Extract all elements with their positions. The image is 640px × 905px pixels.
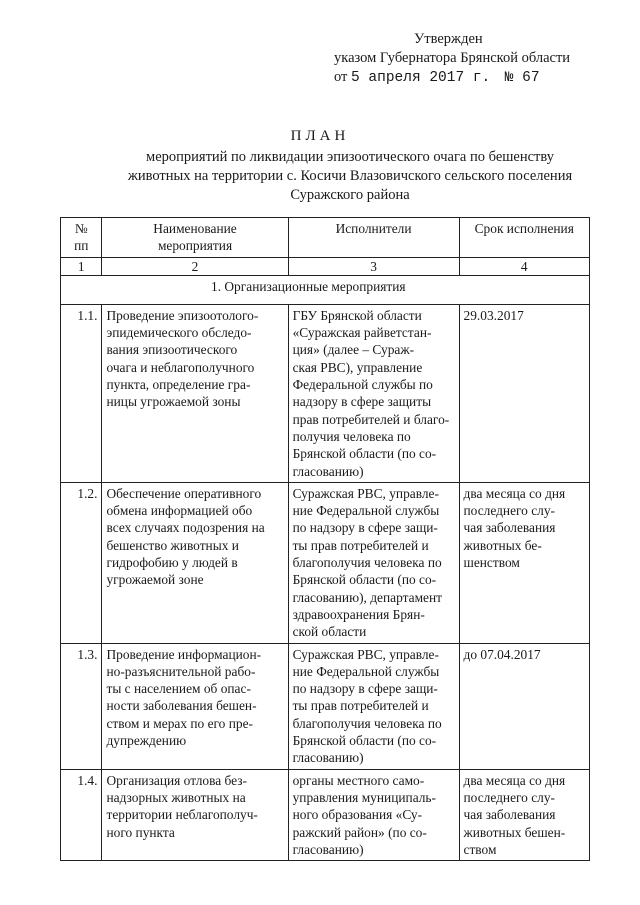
document-title: ПЛАН (290, 128, 350, 144)
row-executors: ГБУ Брянской области «Суражская райветстан- ция» (далее – Сураж- ская РВС), управление Федеральной службы по надзору в сфере защиты прав потребителей и благо- получия человека по Брянской области (по со- гласованию) (288, 304, 459, 482)
header-number: № пп (61, 218, 102, 258)
row-term: два месяца со дня последнего слу- чая заболевания животных бешен- ством (459, 769, 589, 860)
column-number: 2 (102, 257, 288, 275)
plan-table (60, 217, 590, 861)
row-term: до 07.04.2017 (459, 643, 589, 769)
row-executors: Суражская РВС, управле- ние Федеральной службы по надзору в сфере защи- ты прав потребителей и благополучия человека по Брянской области (по со- гласованию), департамент здравоохранения Брян- ской области (288, 482, 459, 643)
section-row (61, 275, 590, 304)
row-name: Организация отлова без- надзорных животных на территории неблагополуч- ного пункта (102, 769, 288, 860)
header-name: Наименование мероприятия (102, 218, 288, 258)
row-name: Обеспечение оперативного обмена информацией обо всех случаях подозрения на бешенство животных и гидрофобию у людей в угрожаемой зоне (102, 482, 288, 643)
row-number: 1.1. (61, 304, 102, 482)
table-row (61, 643, 590, 769)
header-term: Срок исполнения (459, 218, 589, 258)
table-header-row (61, 218, 590, 258)
approval-title: Утвержден (414, 31, 483, 47)
column-number: 3 (288, 257, 459, 275)
row-number: 1.3. (61, 643, 102, 769)
header-executors: Исполнители (288, 218, 459, 258)
section-title: 1. Организационные мероприятия (61, 275, 590, 304)
row-name: Проведение эпизоотолого- эпидемического обследо- вания эпизоотического очага и неблагополучного пункта, определение гра- ницы угрожаемой зоны (102, 304, 288, 482)
approval-decree: указом Губернатора Брянской области (334, 50, 571, 66)
row-term: два месяца со дня последнего слу- чая заболевания животных бе- шенством (459, 482, 589, 643)
row-executors: Суражская РВС, управле- ние Федеральной службы по надзору в сфере защи- ты прав потребителей и благополучия человека по Брянской области (по со- гласованию) (288, 643, 459, 769)
document-subtitle: мероприятий по ликвидации эпизоотического очага по бешенству животных на территории с. Косичи Влазовичского сельского поселения Суражского района (127, 149, 573, 203)
table-row (61, 769, 590, 860)
table-row (61, 304, 590, 482)
row-executors: органы местного само- управления муниципаль- ного образования «Су- ражский район» (по со- гласованию) (288, 769, 459, 860)
approval-date-line (334, 68, 634, 88)
approval-number: № 67 (504, 70, 540, 86)
approval-date-prefix: от (334, 69, 348, 85)
approval-date: 5 апреля 2017 г. (351, 70, 491, 86)
row-number: 1.4. (61, 769, 102, 860)
column-number: 4 (459, 257, 589, 275)
approval-block (334, 30, 634, 88)
row-term: 29.03.2017 (459, 304, 589, 482)
table-row (61, 482, 590, 643)
column-number: 1 (61, 257, 102, 275)
row-number: 1.2. (61, 482, 102, 643)
row-name: Проведение информацион- но-разъяснительной рабо- ты с населением об опас- ности заболевания бешен- ством и мерах по его пре- дупреждению (102, 643, 288, 769)
column-numbers-row (61, 257, 590, 275)
